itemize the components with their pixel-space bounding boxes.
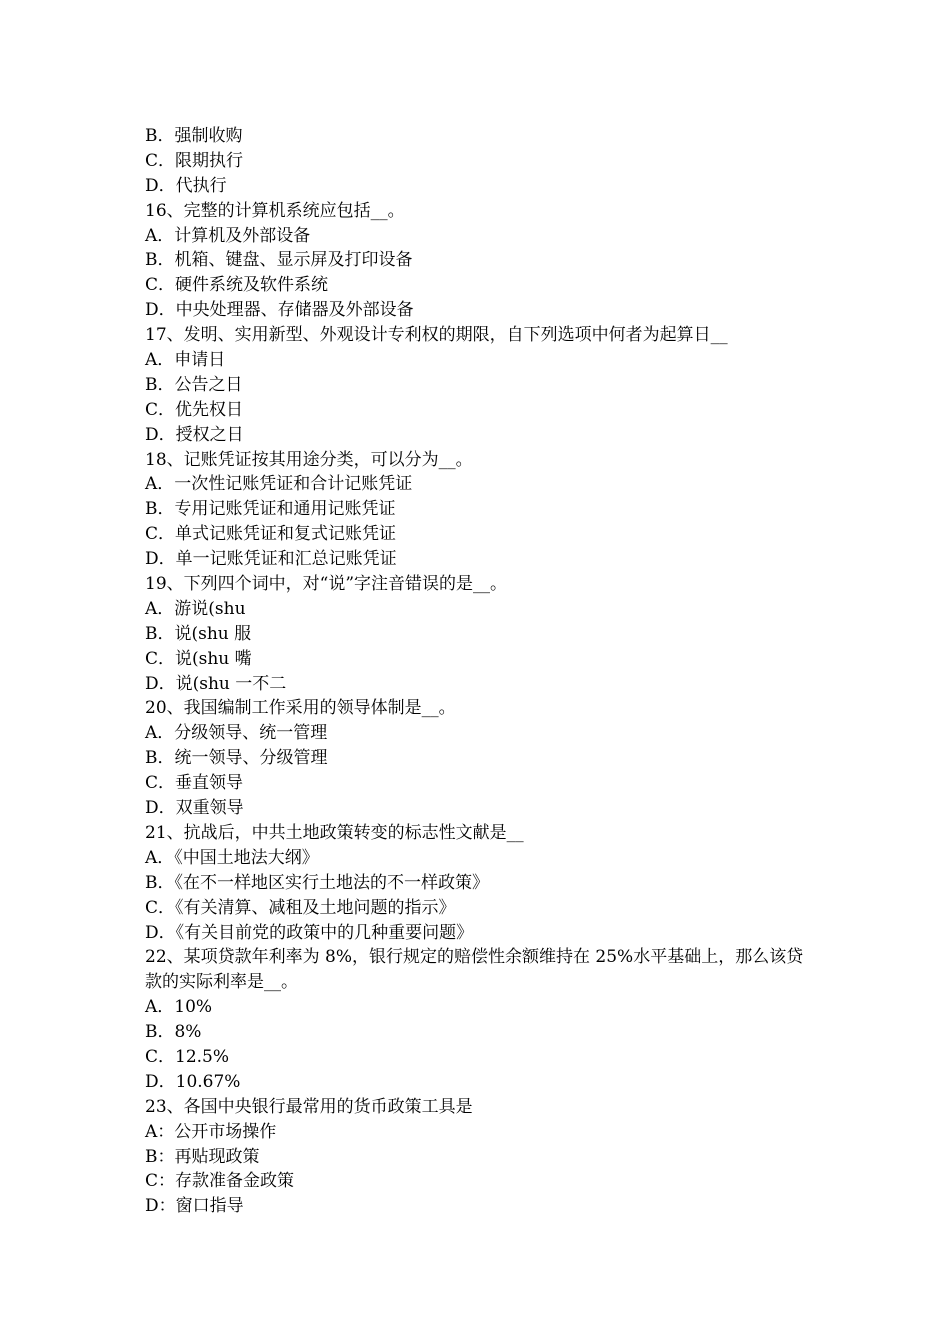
option-line: D：窗口指导 <box>145 1196 244 1217</box>
option-line: C．垂直领导 <box>145 773 244 794</box>
question-22: 22、某项贷款年利率为 8%，银行规定的赔偿性余额维持在 25%水平基础上，那么该贷款的实际利率是__。 <box>145 947 804 993</box>
question-23: 23、各国中央银行最常用的货币政策工具是 <box>145 1096 473 1117</box>
option-line: D．单一记账凭证和汇总记账凭证 <box>145 549 397 570</box>
option-line: A．一次性记账凭证和合计记账凭证 <box>145 474 413 495</box>
option-line: D．《有关目前党的政策中的几种重要问题》 <box>145 922 474 943</box>
option-line: A．申请日 <box>145 350 226 371</box>
question-20: 20、我国编制工作采用的领导体制是__。 <box>145 698 456 719</box>
option-line: B．《在不一样地区实行土地法的不一样政策》 <box>145 872 489 893</box>
question-18: 18、记账凭证按其用途分类，可以分为__。 <box>145 449 473 470</box>
option-line: D．说(shu 一不二 <box>145 673 287 694</box>
document-body <box>145 124 810 1219</box>
option-line: B．统一领导、分级管理 <box>145 748 328 769</box>
option-line: D．代执行 <box>145 175 227 196</box>
option-line: B．专用记账凭证和通用记账凭证 <box>145 499 396 520</box>
option-line: D．双重领导 <box>145 798 244 819</box>
option-line: B．8% <box>145 1022 202 1043</box>
option-line: D．10.67% <box>145 1071 241 1092</box>
option-line: A．游说(shu <box>145 598 246 619</box>
option-line: C．优先权日 <box>145 399 244 420</box>
option-line: C．硬件系统及软件系统 <box>145 275 329 296</box>
option-line: C．说(shu 嘴 <box>145 648 252 669</box>
option-line: B．说(shu 服 <box>145 623 252 644</box>
option-line: C．12.5% <box>145 1046 230 1067</box>
question-21: 21、抗战后，中共土地政策转变的标志性文献是__ <box>145 822 524 843</box>
option-line: A．《中国土地法大纲》 <box>145 847 319 868</box>
option-line: B．强制收购 <box>145 126 243 146</box>
option-line: B：再贴现政策 <box>145 1146 260 1167</box>
option-line: A．分级领导、统一管理 <box>145 723 328 744</box>
option-line: C：存款准备金政策 <box>145 1171 295 1192</box>
option-line: B．机箱、键盘、显示屏及打印设备 <box>145 250 413 271</box>
question-17: 17、发明、实用新型、外观设计专利权的期限，自下列选项中何者为起算日__ <box>145 325 728 346</box>
option-line: B．公告之日 <box>145 374 243 395</box>
option-line: C．限期执行 <box>145 150 244 171</box>
option-line: C．单式记账凭证和复式记账凭证 <box>145 524 397 545</box>
option-line: A．计算机及外部设备 <box>145 225 311 246</box>
option-line: D．授权之日 <box>145 424 244 445</box>
question-16: 16、完整的计算机系统应包括__。 <box>145 200 405 221</box>
question-19: 19、下列四个词中，对“说”字注音错误的是__。 <box>145 574 508 595</box>
option-line: D．中央处理器、存储器及外部设备 <box>145 300 414 321</box>
option-line: A：公开市场操作 <box>145 1121 277 1142</box>
option-line: A．10% <box>145 997 213 1018</box>
option-line: C．《有关清算、减租及土地问题的指示》 <box>145 897 456 918</box>
